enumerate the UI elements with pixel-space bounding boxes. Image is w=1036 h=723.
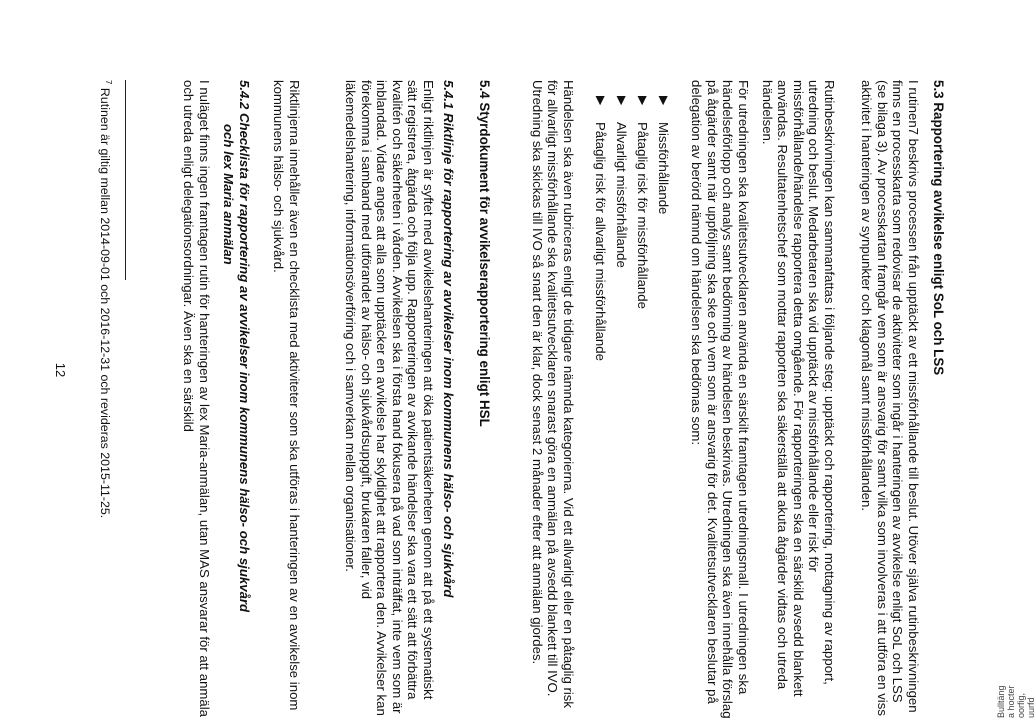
bullet-item xyxy=(653,96,674,656)
footnote-text: Rutinen är giltig mellan 2014-09-01 och 2016-12-31 och revideras 2015-11-25. xyxy=(97,87,112,519)
arrow-bullet-icon: ▶ xyxy=(594,96,608,106)
section-5-4-1-paragraph-2: Riktlinjerna innehåller även en checklista med aktiviteter som ska utföras i hanteringen av en avvikelse inom kommunens hälso- och sjukvård. xyxy=(271,80,302,711)
section-5-3-paragraph-3: För utredningen ska kvalitetsutvecklaren använda en särskilt framtagen utredningsmall. I utredningen ska händelseförlopp och analys samt bedömning av händelsen beskrivas. Utredningen ska även innehålla förslag på åtgärder samt när uppföljning ska ske och vem som är ansvarig för det. Kvalitetsutvecklaren beslutar på delegation av berörd nämnd om händelsen ska bedömas som: xyxy=(689,80,751,719)
footnote-marker: 7 xyxy=(104,80,113,85)
arrow-bullet-icon: ▶ xyxy=(657,96,671,106)
section-5-4-heading: 5.4 Styrdokument för avvikelserapportering enligt HSL xyxy=(477,80,492,427)
section-5-4-2-heading xyxy=(221,80,252,720)
bullet-item xyxy=(611,96,632,656)
bullet-item-label: Påtaglig risk för missförhållande xyxy=(635,122,650,309)
bullet-item xyxy=(590,96,611,656)
logo-line-1: Bulltäng a hocter xyxy=(996,685,1016,718)
bullet-item xyxy=(632,96,653,656)
section-5-3-paragraph-2: Rutinbeskrivningen kan sammanfattas i följande steg: upptäckt och rapportering, mottagning av rapport, utredning och beslut. Medarbetaren ska vid upptäckt av missförhållande eller risk för missförhållande/händelse rapportera detta omgående. För rapporteringen ska en särskild avsedd blankett användas. Resultatenhetschef som mottar rapporten ska säkerställa att akuta åtgärder vidtas och utreda händelsen. xyxy=(759,80,837,697)
bullet-item-label: Påtaglig risk för allvarligt missförhållande xyxy=(593,122,608,361)
page-number: 12 xyxy=(53,362,68,378)
header-logo-text xyxy=(996,685,1036,718)
arrow-bullet-icon: ▶ xyxy=(636,96,650,106)
section-5-3-heading: 5.3 Rapportering avvikelse enligt SoL och LSS xyxy=(931,80,946,376)
section-5-4-2-paragraph-1: I nuläget finns ingen framtagen rutin för hanteringen av lex Maria-anmälan, utan MAS ansvarar för att anmäla och utreda enligt delegationsordningar. Även ska en särskild xyxy=(181,80,212,718)
assessment-bullet-list xyxy=(590,96,674,656)
bullet-item-label: Allvarligt missförhållande xyxy=(614,122,629,268)
section-5-4-2-heading-line-1: 5.4.2 Checklista för rapportering av avvikelser inom kommunens hälso- och sjukvård xyxy=(237,80,252,613)
footnote-divider xyxy=(125,80,126,280)
logo-line-2: oorfig, uurfd xyxy=(1016,692,1036,718)
arrow-bullet-icon: ▶ xyxy=(615,96,629,106)
section-5-4-1-heading: 5.4.1 Riktlinje för rapportering av avvikelser inom kommunens hälso- och sjukvård xyxy=(441,80,456,598)
footnote xyxy=(96,80,116,720)
section-5-3-paragraph-1: I rutinen7 beskrivs processen från upptäckt av ett missförhållande till beslut. Utöver själva rutinbeskrivningen finns en processkarta som redovisar de aktiviteter som ingår i hanteringen av avvikelse enligt SoL och LSS (se bilaga 3). Av processkartan framgår vem som är ansvarig för samt vilka som involveras i att utföra en viss aktivitet i hanteringen av synpunkter och klagomål samt missförhållanden. xyxy=(859,80,921,716)
section-5-4-2-heading-line-2: och lex Maria anmälan xyxy=(221,124,237,265)
section-5-3-paragraph-4: Händelsen ska även rubriceras enligt de tidigare nämnda kategorierna. Vid ett allvarligt eller en påtaglig risk för allvarligt missförhållande ska kvalitetsutvecklaren snarast göra en anmälan på avsedd blankett till IVO. Utredning ska skickas till IVO så snart den är klar, dock senast 2 månader efter att anmälan gjordes. xyxy=(529,80,576,708)
bullet-item-label: Missförhållande xyxy=(656,122,671,215)
section-5-4-1-paragraph-1: Enligt riktlinjen är syftet med avvikelsehanteringen att öka patientsäkerheten genom att på ett systematiskt sätt registrera, åtgärda och följa upp. Rapporteringen av avvikande händelser ska vara ett sätt att förbättra kvalitén och säkerheten i vården. Avvikelsen ska i första hand fokusera på vad som inträffat, inte vem som är inblandad. Vidare anges att alla som upptäcker en avvikelse har skyldighet att rapportera den. Avvikelser kan förekomma i samband med utförandet av hälso- och sjukvårdsuppgift, brukaren faller, vid läkemedelshantering, informationsöverföring och i samverkan mellan organisationer. xyxy=(343,80,436,716)
